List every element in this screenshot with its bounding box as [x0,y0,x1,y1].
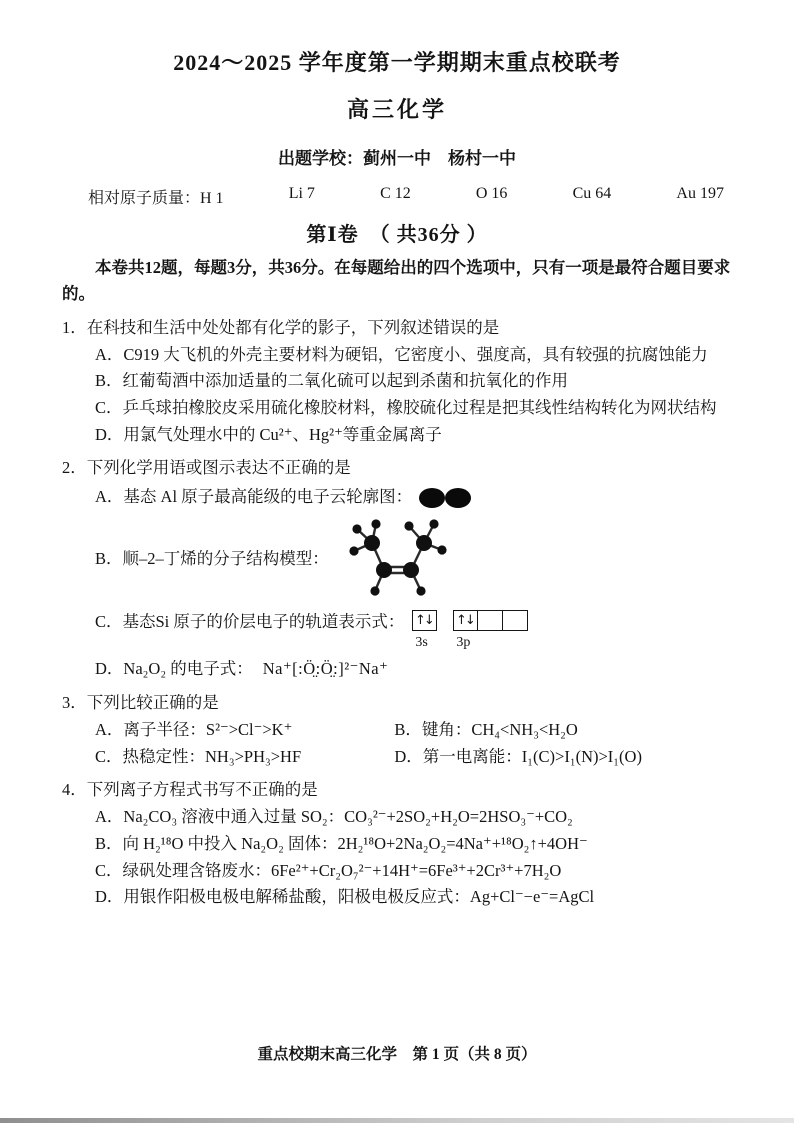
atomic-mass-item: Li 7 [288,185,315,202]
orbital-3p-box-2 [478,610,503,631]
question-2-option-d [95,656,732,683]
section-title: 第Ⅰ卷 （ 共36分 ） [306,224,488,246]
question-3 [62,690,732,770]
cis-2-butene-model-image [339,513,451,607]
question-3-option-b: B．键角：CH₄<NH₃<H₂O [394,719,578,739]
atomic-mass-item: O 16 [475,185,508,202]
question-1-option-c: C．乒乓球拍橡胶皮采用硫化橡胶材料，橡胶硫化过程是把其线性结构转化为网状结构 [95,397,717,417]
orbital-3p-label: 3p [456,634,471,650]
question-2-options [95,484,732,683]
question-4-option-c: C．绿矾处理含铬废水：6Fe²⁺+Cr₂O₇²⁻+14H⁺=6Fe³⁺+2Cr³⁺+7H₂O [95,860,562,880]
exam-subject: 高三化学 [346,97,447,122]
question-4-option-d: D．用银作阳极电极电解稀盐酸，阳极电极反应式：Ag+Cl⁻−e⁻=AgCl [95,887,595,907]
question-2 [62,455,732,683]
question-4-option-b: B．向 H₂¹⁸O 中投入 Na₂O₂ 固体：2H₂¹⁸O+2Na₂O₂=4Na⁺+¹⁸O₂↑+4OH⁻ [95,833,588,853]
p-orbital-dumbbell-icon [418,486,472,510]
peroxide-electron-formula: Na⁺[:Ö̤:Ö̤:]²⁻Na⁺ [262,659,389,679]
atomic-mass-item: 相对原子质量：H 1 [88,190,224,207]
orbital-3p-box-1: ↑↓ [453,610,478,631]
orbital-3p-box-3 [503,610,528,631]
question-3-option-a: A．离子半径：S²⁻>Cl⁻>K⁺ [95,719,293,739]
question-1-options [95,342,732,449]
orbital-3p-group [453,610,528,655]
question-2-option-c-label: C．基态Si 原子的价层电子的轨道表示式： [95,611,405,631]
question-1 [62,315,732,449]
question-1-option-b: B．红葡萄酒中添加适量的二氧化硫可以起到杀菌和抗氧化的作用 [95,371,569,391]
question-4-option-a: A．Na₂CO₃ 溶液中通入过量 SO₂：CO₃²⁻+2SO₂+H₂O=2HSO₃⁻+CO₂ [95,807,573,827]
question-1-option-d: D．用氯气处理水中的 Cu²⁺、Hg²⁺等重金属离子 [95,424,442,444]
atomic-mass-item: C 12 [380,185,411,202]
question-2-option-b-label: B．顺–2–丁烯的分子结构模型： [95,549,329,569]
orbital-3s-group [412,610,437,655]
question-1-stem: 1．在科技和生活中处处都有化学的影子，下列叙述错误的是 [62,317,500,337]
question-3-stem: 3．下列比较正确的是 [62,693,219,713]
page-footer: 重点校期末高三化学 第 1 页（共 8 页） [257,1046,537,1063]
question-2-option-a-label: A．基态 Al 原子最高能级的电子云轮廓图： [95,487,413,507]
question-2-option-b [95,513,732,607]
question-4-stem: 4．下列离子方程式书写不正确的是 [62,780,318,800]
atomic-mass-item: Cu 64 [572,185,612,202]
atomic-mass-list [88,185,724,208]
question-3-option-c: C．热稳定性：NH₃>PH₃>HF [95,746,302,766]
question-2-option-a [95,484,732,511]
exam-title: 2024～2025 学年度第一学期期末重点校联考 [173,50,621,75]
question-4-options [95,804,732,911]
orbital-box-diagram [412,610,528,655]
question-2-option-d-label: D．Na₂O₂ 的电子式： [95,659,253,679]
scan-edge-artifact [0,1118,794,1123]
section-instructions: 本卷共12题，每题3分，共36分。在每题给出的四个选项中，只有一项是最符合题目要求的。 [62,258,731,304]
orbital-3s-label: 3s [415,634,428,650]
question-2-stem: 2．下列化学用语或图示表达不正确的是 [62,458,351,478]
question-2-option-c [95,609,732,655]
question-1-option-a: A．C919 大飞机的外壳主要材料为硬铝，它密度小、强度高，具有较强的抗腐蚀能力 [95,344,708,364]
question-3-option-d: D．第一电离能：I₁(C)>I₁(N)>I₁(O) [394,746,642,766]
atomic-mass-item: Au 197 [676,185,724,202]
orbital-3s-box: ↑↓ [412,610,437,631]
question-4 [62,777,732,911]
exam-schools-line: 出题学校：蓟州一中 杨村一中 [278,149,516,168]
question-3-options [95,717,732,770]
orbital-3p-boxes [453,610,528,631]
